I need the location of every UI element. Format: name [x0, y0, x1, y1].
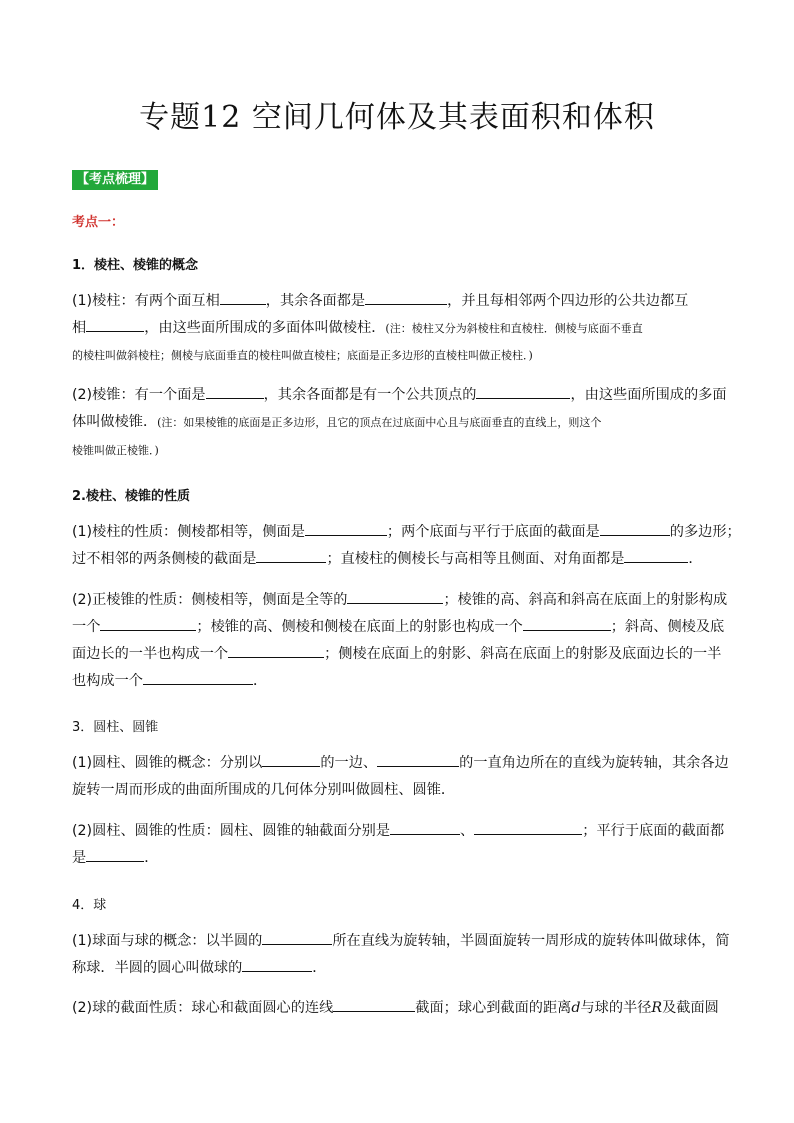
blank	[100, 617, 196, 631]
text: ，其余各面都是	[265, 293, 366, 309]
note-text: (注：如果棱锥的底面是正多边形，且它的顶点在过底面中心且与底面垂直的直线上，则这个	[157, 416, 602, 429]
blank	[365, 291, 447, 305]
text: 与球的半径	[580, 1000, 652, 1016]
variable-r: R	[651, 1000, 663, 1016]
sec1-p2-line2	[72, 412, 734, 433]
sec3-p2-line2	[72, 848, 734, 868]
blank	[206, 385, 264, 399]
text: (1)圆柱、圆锥的概念：分别以	[72, 755, 263, 771]
blank	[228, 644, 324, 658]
sec3-p1-line2	[72, 780, 734, 800]
blank	[377, 753, 459, 767]
text: 及截面圆	[662, 1000, 719, 1016]
text: 旋转一周而形成的曲面所围成的几何体分别叫做圆柱、圆锥．	[72, 782, 456, 798]
text: 相	[72, 320, 87, 336]
sec4-p1-line2	[72, 958, 734, 978]
sec3-heading: 3．圆柱、圆锥	[72, 720, 159, 735]
text: ；两个底面与平行于底面的截面是	[386, 524, 600, 540]
sec2-p2-line2	[72, 617, 734, 637]
text: (2)圆柱、圆锥的性质：圆柱、圆锥的轴截面分别是	[72, 823, 391, 839]
text: (1)球面与球的概念：以半圆的	[72, 933, 263, 949]
blank	[262, 753, 320, 767]
blank	[390, 821, 460, 835]
sec2-heading: 2.棱柱、棱锥的性质	[72, 489, 190, 504]
variable-d: d	[571, 1000, 581, 1016]
text: (2)正棱锥的性质：侧棱相等，侧面是全等的	[72, 592, 348, 608]
text: 称球．半圆的圆心叫做球的	[72, 960, 243, 976]
sec3-p2-line1	[72, 821, 734, 841]
blank	[242, 958, 312, 972]
sec2-p2-line4	[72, 671, 734, 691]
sec1-p1-line2	[72, 318, 734, 339]
blank	[86, 848, 144, 862]
text: 的一边、	[320, 755, 378, 771]
kaodian-label: 考点一：	[72, 215, 125, 230]
text: (2)棱锥：有一个面是	[72, 387, 206, 403]
text: ；棱锥的高、斜高和斜高在底面上的射影构成	[443, 592, 728, 608]
sec1-heading: 1．棱柱、棱锥的概念	[72, 258, 199, 273]
text: 也构成一个	[72, 673, 143, 689]
text: ．	[312, 960, 327, 976]
blank	[474, 821, 582, 835]
blank	[143, 671, 253, 685]
text: ；斜高、侧棱及底	[610, 619, 725, 635]
text: ；侧棱在底面上的射影、斜高在底面上的射影及底面边长的一半	[324, 646, 722, 662]
blank	[256, 549, 326, 563]
sec1-p1-line3	[72, 345, 734, 366]
blank	[624, 549, 688, 563]
sec2-p2-line1	[72, 590, 734, 610]
note-text: (注：棱柱又分为斜棱柱和直棱柱．侧棱与底面不垂直	[385, 322, 643, 335]
sec2-p1-line1	[72, 522, 741, 542]
text: 截面；球心到截面的距离	[415, 1000, 572, 1016]
text: 一个	[72, 619, 101, 635]
text: 的多边形；	[669, 524, 741, 540]
text: ；棱锥的高、侧棱和侧棱在底面上的射影也构成一个	[196, 619, 523, 635]
text: (2)球的截面性质：球心和截面圆心的连线	[72, 1000, 334, 1016]
sec4-p1-line1	[72, 931, 734, 951]
sec1-p1-line1	[72, 291, 734, 311]
page-title: 专题12 空间几何体及其表面积和体积	[139, 100, 655, 135]
text: ，由这些面所围成的多面体叫做棱柱．	[144, 320, 386, 336]
blank	[333, 998, 415, 1012]
blank	[305, 522, 387, 536]
blank	[476, 385, 570, 399]
text: 所在直线为旋转轴，半圆面旋转一周形成的旋转体叫做球体，简	[332, 933, 730, 949]
sec4-p2-line1	[72, 998, 734, 1018]
text: 过不相邻的两条侧棱的截面是	[72, 551, 257, 567]
text: 、	[460, 823, 475, 839]
note-text: 棱锥叫做正棱锥．)	[72, 444, 159, 457]
text: ；平行于底面的截面都	[582, 823, 725, 839]
sec4-heading: 4．球	[72, 898, 107, 913]
sec2-p2-line3	[72, 644, 734, 664]
blank	[86, 318, 144, 332]
blank	[347, 590, 443, 604]
text: ，由这些面所围成的多面	[570, 387, 727, 403]
text: (1)棱柱的性质：侧棱都相等，侧面是	[72, 524, 305, 540]
text: 体叫做棱锥．	[72, 414, 158, 430]
section-tag: 【考点梳理】	[72, 170, 158, 190]
blank	[523, 617, 611, 631]
note-text: 的棱柱叫做斜棱柱；侧棱与底面垂直的棱柱叫做直棱柱；底面是正多边形的直棱柱叫做正棱柱．)	[72, 349, 533, 362]
text: ；直棱柱的侧棱长与高相等且侧面、对角面都是	[326, 551, 625, 567]
text: 是	[72, 850, 87, 866]
sec3-p1-line1	[72, 753, 734, 773]
sec1-p2-line1	[72, 385, 734, 405]
text: ．	[688, 551, 703, 567]
text: 的一直角边所在的直线为旋转轴，其余各边	[459, 755, 729, 771]
blank	[262, 931, 332, 945]
text: ．	[144, 850, 159, 866]
text: 面边长的一半也构成一个	[72, 646, 229, 662]
text: ，并且每相邻两个四边形的公共边都互	[447, 293, 689, 309]
text: (1)棱柱：有两个面互相	[72, 293, 220, 309]
text: ．	[252, 673, 268, 689]
blank	[220, 291, 266, 305]
blank	[600, 522, 670, 536]
sec2-p1-line2	[72, 549, 734, 569]
text: ，其余各面都是有一个公共顶点的	[263, 387, 477, 403]
sec1-p2-line3	[72, 440, 734, 461]
